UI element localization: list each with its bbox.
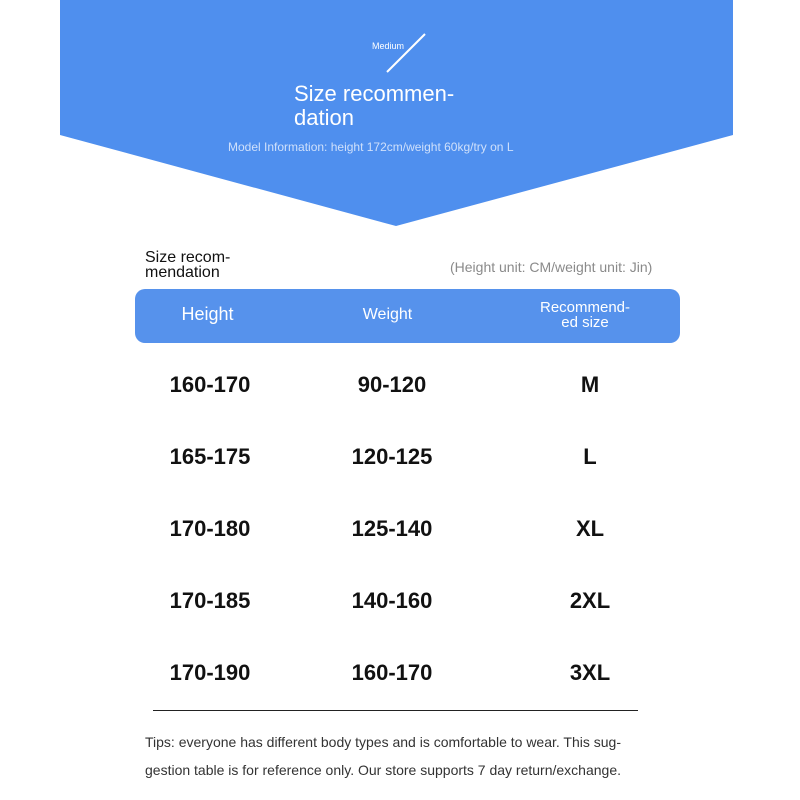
table-row <box>0 588 800 628</box>
cell-size: M <box>580 372 600 397</box>
section-title-line1: Size recom- <box>145 249 231 266</box>
cell-size: 3XL <box>569 660 611 685</box>
banner-title-line2: dation <box>294 105 354 130</box>
cell-size: 2XL <box>569 588 611 613</box>
cell-weight: 125-140 <box>351 516 433 541</box>
cell-weight: 90-120 <box>357 372 427 397</box>
unit-note: (Height unit: CM/weight unit: Jin) <box>450 259 653 275</box>
cell-height: 170-185 <box>169 588 251 613</box>
table-row <box>0 660 800 700</box>
cell-weight: 140-160 <box>351 588 433 613</box>
cell-weight: 120-125 <box>351 444 433 469</box>
tips-line2: gestion table is for reference only. Our store supports 7 day return/exchange. <box>145 762 621 778</box>
tips-text <box>145 728 660 784</box>
section-title-line2: mendation <box>145 264 220 281</box>
cell-height: 170-180 <box>169 516 251 541</box>
cell-size: L <box>583 444 597 469</box>
header-height: Height <box>181 304 234 324</box>
table-row <box>0 444 800 484</box>
cell-height: 160-170 <box>169 372 251 397</box>
cell-size: XL <box>575 516 605 541</box>
divider <box>153 710 638 711</box>
header-recommended-size <box>510 300 660 330</box>
banner-title-line1: Size recommen- <box>294 81 455 106</box>
cell-height: 170-190 <box>169 660 251 685</box>
banner-title <box>294 82 484 130</box>
header-weight: Weight <box>362 306 413 323</box>
tips-line1: Tips: everyone has different body types and is comfortable to wear. This sug- <box>145 734 621 750</box>
model-information: Model Information: height 172cm/weight 60kg/try on L <box>228 140 514 154</box>
cell-height: 165-175 <box>169 444 251 469</box>
header-size-line2: ed size <box>561 314 609 331</box>
section-title <box>145 250 230 280</box>
table-row <box>0 372 800 412</box>
medium-label: Medium <box>372 41 405 51</box>
table-header <box>135 289 680 343</box>
header-size-line1: Recommend- <box>539 299 631 316</box>
slash-icon <box>385 32 427 74</box>
cell-weight: 160-170 <box>351 660 433 685</box>
table-row <box>0 516 800 556</box>
